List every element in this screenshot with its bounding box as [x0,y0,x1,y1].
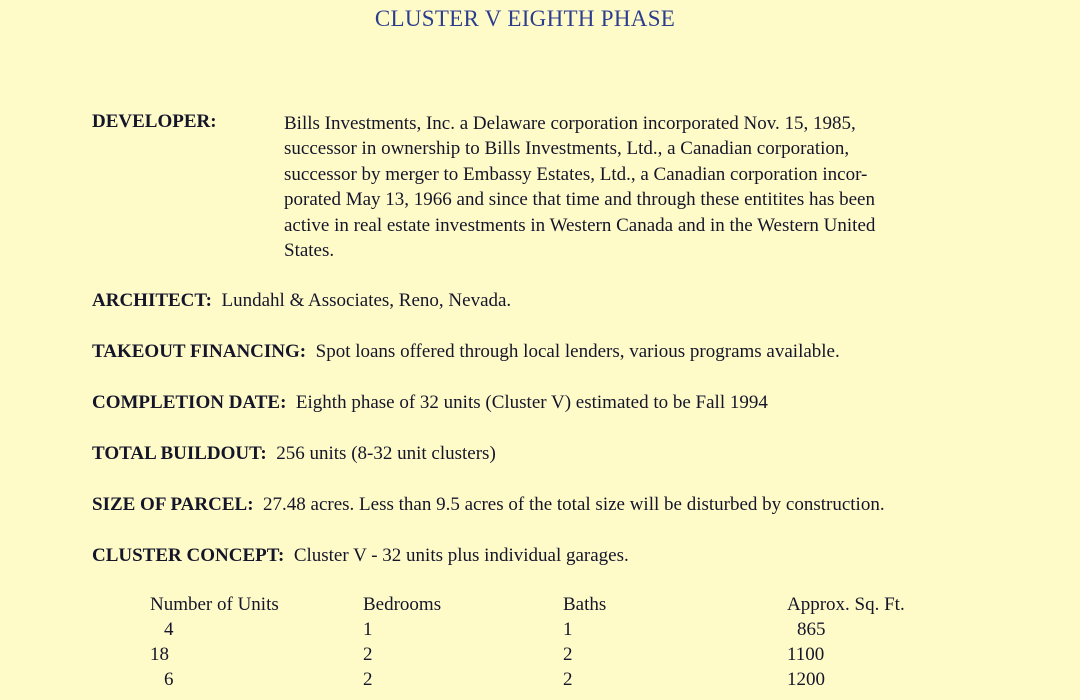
cell-units: 6 [164,668,174,690]
architect-value: Lundahl & Associates, Reno, Nevada. [221,290,512,311]
cell-sq-ft: 1100 [787,643,825,665]
table-row [150,667,987,692]
takeout-financing-label: TAKEOUT FINANCING: [92,341,307,362]
developer-line: Bills Investments, Inc. a Delaware corporation incorporated Nov. 15, 1985, [284,113,856,134]
developer-description [284,111,875,263]
total-buildout-label: TOTAL BUILDOUT: [92,443,267,464]
developer-line: porated May 13, 1966 and since that time and through these entitites has been [284,189,875,211]
cell-bedrooms: 2 [363,643,373,665]
cell-baths: 2 [563,668,573,690]
cluster-concept-value: Cluster V - 32 units plus individual garages. [293,545,629,566]
cell-sq-ft: 1200 [787,668,825,690]
page-title: CLUSTER V EIGHTH PHASE [374,6,676,31]
cluster-concept-row [92,543,629,568]
developer-line: active in real estate investments in Western Canada and in the Western United [284,214,876,236]
completion-date-row [92,390,768,415]
cell-sq-ft: 865 [797,618,826,640]
developer-line: States. [284,240,335,262]
units-table [150,592,987,692]
units-table-header [150,592,987,617]
cluster-concept-label: CLUSTER CONCEPT: [92,545,285,566]
table-row [150,642,987,667]
cell-bedrooms: 2 [363,668,373,690]
completion-date-value: Eighth phase of 32 units (Cluster V) estimated to be Fall 1994 [295,392,768,413]
cell-baths: 1 [563,618,573,640]
architect-row [92,288,511,313]
cell-units: 18 [150,643,169,665]
header-number-of-units: Number of Units [150,593,279,615]
cell-units: 4 [164,618,174,640]
total-buildout-row [92,441,496,466]
table-row [150,617,987,642]
header-sq-ft: Approx. Sq. Ft. [787,593,905,615]
parcel-size-label: SIZE OF PARCEL: [92,494,254,515]
header-baths: Baths [563,593,607,615]
parcel-size-row [92,492,885,517]
header-bedrooms: Bedrooms [363,593,442,615]
developer-line: successor in ownership to Bills Investments, Ltd., a Canadian corporation, [284,138,850,160]
cell-baths: 2 [563,643,573,665]
architect-label: ARCHITECT: [92,290,212,311]
parcel-size-value: 27.48 acres. Less than 9.5 acres of the total size will be disturbed by construction. [263,494,885,515]
completion-date-label: COMPLETION DATE: [92,392,287,413]
total-buildout-value: 256 units (8-32 unit clusters) [276,443,496,464]
developer-line: successor by merger to Embassy Estates, Ltd., a Canadian corporation incor- [284,163,868,185]
cell-bedrooms: 1 [363,618,373,640]
takeout-financing-value: Spot loans offered through local lenders, various programs available. [315,341,840,362]
takeout-financing-row [92,339,840,364]
developer-label: DEVELOPER: [92,111,217,132]
